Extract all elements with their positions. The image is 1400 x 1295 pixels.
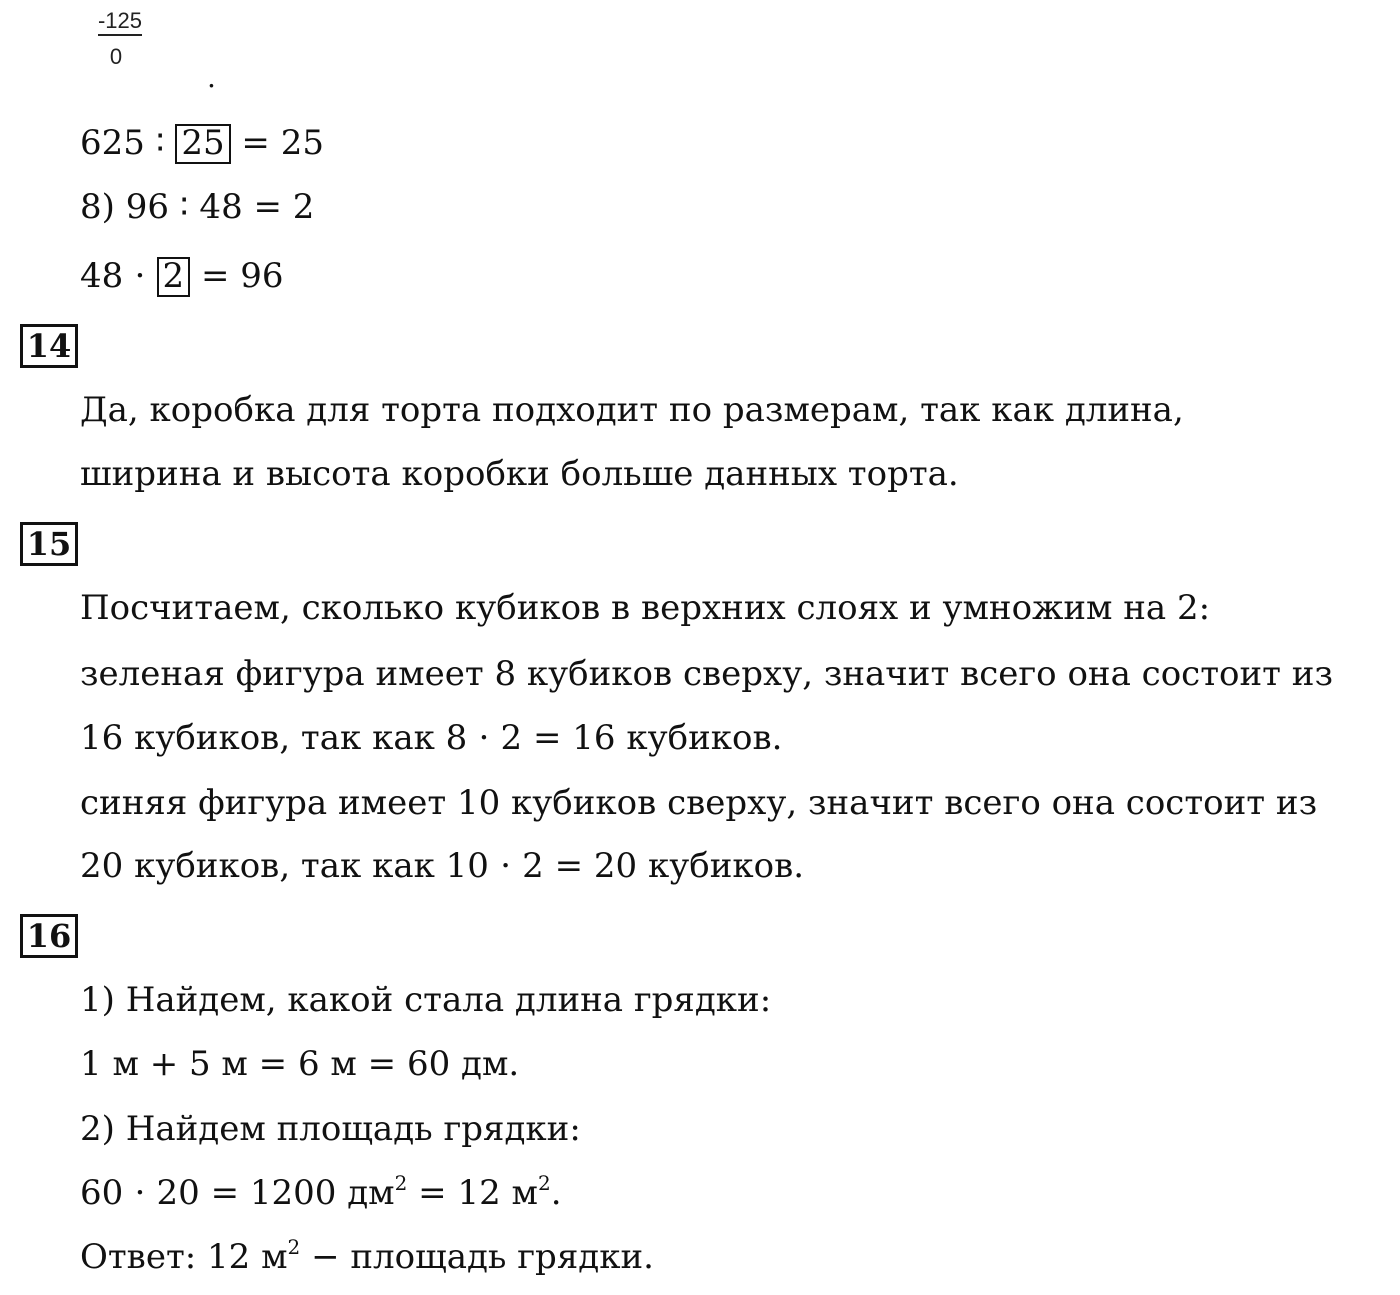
division-subtrahend: -125: [98, 10, 142, 36]
task16-answer-a: Ответ: 12 м: [80, 1237, 288, 1277]
stray-dot: .: [207, 61, 216, 94]
answer-box-2: 2: [157, 257, 191, 297]
task14-line-2: ширина и высота коробки больше данных торта.: [80, 454, 959, 494]
task15-line-3: 16 кубиков, так как 8 ⋅ 2 = 16 кубиков.: [80, 718, 783, 758]
equation-48: [80, 257, 284, 297]
task16-answer: [80, 1235, 654, 1277]
task16-line-4-c: .: [550, 1173, 562, 1213]
task-number-15: 15: [20, 522, 78, 566]
task16-answer-b: − площадь грядки.: [300, 1237, 654, 1277]
task16-line-2: 1 м + 5 м = 6 м = 60 дм.: [80, 1044, 520, 1084]
equation-8: 8) 96 ∶ 48 = 2: [80, 187, 315, 227]
division-fragment: [88, 10, 152, 68]
division-remainder: 0: [109, 44, 123, 69]
equation-48-left: 48 ⋅: [80, 256, 157, 296]
task14-line-1: Да, коробка для торта подходит по размерам, так как длина,: [80, 390, 1184, 430]
task15-line-4: синяя фигура имеет 10 кубиков сверху, значит всего она состоит из: [80, 783, 1318, 823]
task16-line-3: 2) Найдем площадь грядки:: [80, 1109, 581, 1149]
task-number-16: 16: [20, 914, 78, 958]
task16-line-4: [80, 1171, 562, 1213]
equation-625-left: 625 ∶: [80, 123, 176, 163]
equation-625-right: = 25: [230, 123, 324, 163]
task16-line-4-a: 60 ⋅ 20 = 1200 дм: [80, 1173, 395, 1213]
exponent: 2: [287, 1235, 301, 1259]
task15-line-5: 20 кубиков, так как 10 ⋅ 2 = 20 кубиков.: [80, 846, 805, 886]
exponent: 2: [394, 1171, 408, 1195]
task-number-14: 14: [20, 324, 78, 368]
task15-line-1: Посчитаем, сколько кубиков в верхних слоях и умножим на 2:: [80, 588, 1211, 628]
equation-625: [80, 124, 324, 164]
equation-48-right: = 96: [190, 256, 284, 296]
task16-line-4-b: = 12 м: [407, 1173, 538, 1213]
exponent: 2: [537, 1171, 551, 1195]
task15-line-2: зеленая фигура имеет 8 кубиков сверху, значит всего она состоит из: [80, 654, 1333, 694]
task16-line-1: 1) Найдем, какой стала длина грядки:: [80, 980, 772, 1020]
answer-box-25: 25: [175, 124, 230, 164]
